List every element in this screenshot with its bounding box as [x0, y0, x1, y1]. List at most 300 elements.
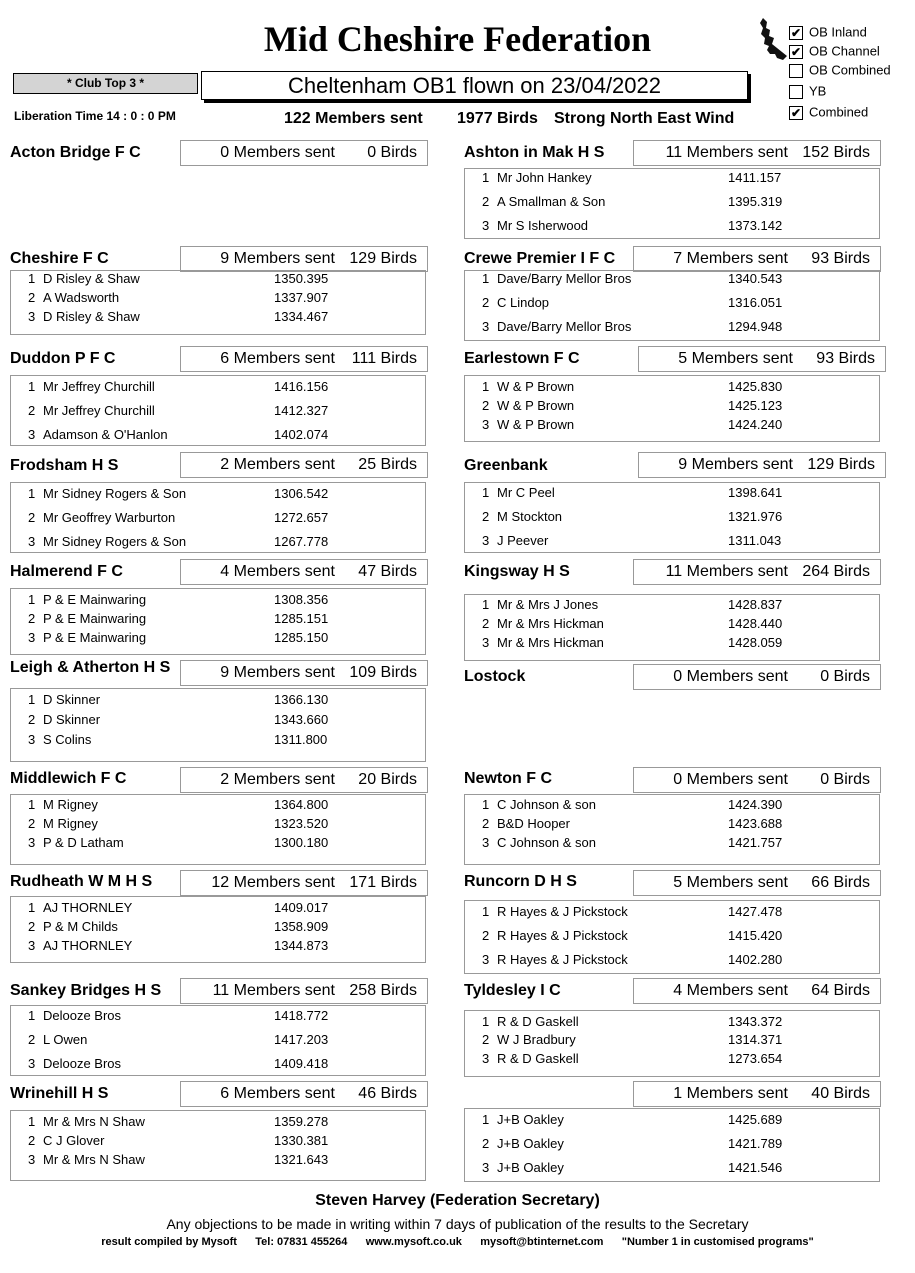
- club-stats-box: [180, 246, 428, 272]
- result-name: Dave/Barry Mellor Bros: [497, 319, 632, 334]
- club-stats-box: [180, 660, 428, 686]
- result-velocity: 1343.660: [274, 712, 329, 727]
- result-row: [464, 1014, 878, 1030]
- members-sent: 11 Members sent: [665, 144, 788, 161]
- result-name: P & E Mainwaring: [43, 630, 147, 645]
- result-position: 1: [482, 379, 490, 394]
- map-silhouette-icon: [757, 16, 793, 60]
- result-name: D Skinner: [43, 712, 101, 727]
- result-row: [464, 170, 878, 186]
- result-velocity: 1424.390: [728, 797, 783, 812]
- club-stats-box: [180, 1081, 428, 1107]
- result-velocity: 1412.327: [274, 403, 329, 418]
- result-velocity: 1409.418: [274, 1056, 329, 1071]
- club-stats-box: [180, 559, 428, 585]
- result-position: 3: [28, 309, 36, 324]
- total-birds: 1977 Birds: [457, 110, 538, 127]
- result-position: 2: [482, 616, 490, 631]
- birds-sent: 129 Birds: [807, 456, 875, 473]
- club-stats-box: [633, 1081, 881, 1107]
- result-row: [464, 1160, 878, 1176]
- result-row: [464, 1051, 878, 1067]
- checkbox-label: OB Channel: [809, 43, 880, 59]
- checkbox[interactable]: ✔: [790, 44, 802, 59]
- result-name: P & D Latham: [43, 835, 124, 850]
- result-velocity: 1421.757: [728, 835, 783, 850]
- result-position: 3: [28, 732, 36, 747]
- result-name: R Hayes & J Pickstock: [497, 928, 628, 943]
- result-row: [10, 1114, 424, 1130]
- result-row: [464, 295, 878, 311]
- result-position: 2: [28, 403, 36, 418]
- result-row: [10, 1056, 424, 1072]
- result-name: C Johnson & son: [497, 835, 597, 850]
- birds-sent: 20 Birds: [358, 771, 417, 788]
- result-position: 1: [28, 797, 36, 812]
- result-velocity: 1285.150: [274, 630, 329, 645]
- result-name: Mr S Isherwood: [497, 218, 589, 233]
- result-velocity: 1300.180: [274, 835, 329, 850]
- result-velocity: 1311.800: [274, 732, 328, 747]
- result-velocity: 1428.059: [728, 635, 783, 650]
- liberation-time: Liberation Time 14 : 0 : 0 PM: [14, 109, 176, 123]
- members-sent: 11 Members sent: [665, 563, 788, 580]
- members-sent: 0 Members sent: [673, 771, 788, 788]
- result-row: [10, 534, 424, 550]
- checkbox-label: Combined: [809, 104, 869, 120]
- club-top-label: * Club Top 3 *: [13, 73, 198, 94]
- result-row: [10, 797, 424, 813]
- result-row: [464, 616, 878, 632]
- result-name: W & P Brown: [497, 417, 575, 432]
- result-name: J+B Oakley: [497, 1112, 564, 1127]
- result-row: [10, 486, 424, 502]
- club-name: Halmerend F C: [10, 563, 123, 580]
- result-row: [10, 1152, 424, 1168]
- members-sent: 9 Members sent: [220, 664, 335, 681]
- result-position: 1: [28, 1114, 36, 1129]
- result-position: 2: [28, 510, 36, 525]
- result-position: 2: [482, 295, 490, 310]
- result-row: [10, 403, 424, 419]
- result-velocity: 1373.142: [728, 218, 783, 233]
- club-stats-box: [180, 140, 428, 166]
- result-row: [10, 290, 424, 306]
- members-sent: 2 Members sent: [220, 456, 335, 473]
- club-name: Lostock: [464, 668, 526, 685]
- result-name: J+B Oakley: [497, 1136, 564, 1151]
- result-name: M Stockton: [497, 509, 563, 524]
- result-position: 2: [482, 509, 490, 524]
- club-name: Leigh & Atherton H S: [10, 659, 171, 676]
- result-row: [10, 1133, 424, 1149]
- result-position: 3: [28, 630, 36, 645]
- result-name: Mr & Mrs J Jones: [497, 597, 599, 612]
- result-position: 2: [28, 816, 36, 831]
- result-position: 2: [482, 398, 490, 413]
- checkbox-row: [789, 24, 867, 40]
- result-name: C Lindop: [497, 295, 550, 310]
- result-row: [464, 835, 878, 851]
- result-name: Delooze Bros: [43, 1008, 122, 1023]
- result-row: [10, 919, 424, 935]
- club-stats-box: [180, 346, 428, 372]
- result-name: D Risley & Shaw: [43, 271, 140, 286]
- result-row: [464, 816, 878, 832]
- club-name: Newton F C: [464, 770, 552, 787]
- result-row: [464, 271, 878, 287]
- checkbox-row: [789, 104, 868, 120]
- result-row: [464, 635, 878, 651]
- result-velocity: 1334.467: [274, 309, 329, 324]
- members-sent: 1 Members sent: [673, 1085, 788, 1102]
- result-row: [464, 904, 878, 920]
- wind-conditions: Strong North East Wind: [554, 110, 735, 127]
- club-stats-box: [633, 870, 881, 896]
- result-position: 1: [482, 271, 490, 286]
- birds-sent: 25 Birds: [358, 456, 417, 473]
- result-velocity: 1398.641: [728, 485, 783, 500]
- club-name: Rudheath W M H S: [10, 873, 153, 890]
- club-stats-box: [638, 346, 886, 372]
- result-row: [10, 835, 424, 851]
- result-velocity: 1364.800: [274, 797, 329, 812]
- result-row: [464, 379, 878, 395]
- birds-sent: 258 Birds: [349, 982, 417, 999]
- birds-sent: 0 Birds: [820, 668, 870, 685]
- result-position: 3: [28, 938, 36, 953]
- birds-sent: 66 Birds: [811, 874, 870, 891]
- result-name: Mr Sidney Rogers & Son: [43, 486, 187, 501]
- result-name: Mr Geoffrey Warburton: [43, 510, 176, 525]
- total-members: 122 Members sent: [284, 110, 423, 127]
- club-name: Middlewich F C: [10, 770, 127, 787]
- result-name: W & P Brown: [497, 398, 575, 413]
- club-stats-box: [633, 664, 881, 690]
- result-position: 2: [28, 919, 36, 934]
- result-name: D Skinner: [43, 692, 101, 707]
- result-position: 2: [482, 1136, 490, 1151]
- result-name: A Smallman & Son: [497, 194, 606, 209]
- result-name: Mr & Mrs N Shaw: [43, 1152, 145, 1167]
- club-stats-box: [180, 978, 428, 1004]
- result-velocity: 1411.157: [728, 170, 782, 185]
- result-row: [10, 900, 424, 916]
- result-velocity: 1417.203: [274, 1032, 329, 1047]
- members-sent: 4 Members sent: [220, 563, 335, 580]
- result-name: L Owen: [43, 1032, 88, 1047]
- checkbox-row: [789, 62, 891, 78]
- result-row: [10, 692, 424, 708]
- club-name: Tyldesley I C: [464, 982, 561, 999]
- club-name: Kingsway H S: [464, 563, 570, 580]
- checkbox[interactable]: [789, 85, 803, 99]
- result-position: 2: [482, 928, 490, 943]
- result-velocity: 1343.372: [728, 1014, 783, 1029]
- result-name: R Hayes & J Pickstock: [497, 952, 628, 967]
- result-position: 1: [28, 1008, 36, 1023]
- objections-notice: Any objections to be made in writing within 7 days of publication of the results to the Secretary: [166, 1216, 749, 1232]
- result-name: Adamson & O'Hanlon: [43, 427, 168, 442]
- result-velocity: 1424.240: [728, 417, 783, 432]
- result-position: 3: [28, 534, 36, 549]
- birds-sent: 0 Birds: [820, 771, 870, 788]
- result-position: 1: [482, 170, 490, 185]
- result-position: 1: [482, 1014, 490, 1029]
- result-position: 2: [28, 611, 36, 626]
- birds-sent: 129 Birds: [349, 250, 417, 267]
- result-velocity: 1425.830: [728, 379, 783, 394]
- result-position: 3: [28, 835, 36, 850]
- result-name: Mr & Mrs Hickman: [497, 616, 604, 631]
- result-name: AJ THORNLEY: [43, 900, 133, 915]
- result-velocity: 1337.907: [274, 290, 329, 305]
- result-position: 1: [28, 379, 36, 394]
- result-velocity: 1428.837: [728, 597, 783, 612]
- members-sent: 9 Members sent: [220, 250, 335, 267]
- result-row: [464, 1112, 878, 1128]
- result-name: S Colins: [43, 732, 92, 747]
- result-velocity: 1425.689: [728, 1112, 783, 1127]
- checkbox-row: [789, 83, 826, 99]
- result-row: [10, 510, 424, 526]
- result-velocity: 1273.654: [728, 1051, 783, 1066]
- club-name: Frodsham H S: [10, 457, 119, 474]
- result-position: 3: [482, 952, 490, 967]
- members-sent: 6 Members sent: [220, 1085, 335, 1102]
- result-row: [10, 712, 424, 728]
- members-sent: 2 Members sent: [220, 771, 335, 788]
- result-name: C J Glover: [43, 1133, 105, 1148]
- members-sent: 11 Members sent: [212, 982, 335, 999]
- result-velocity: 1395.319: [728, 194, 783, 209]
- result-name: Mr Jeffrey Churchill: [43, 379, 155, 394]
- birds-sent: 264 Birds: [802, 563, 870, 580]
- club-name: Wrinehill H S: [10, 1085, 109, 1102]
- result-velocity: 1418.772: [274, 1008, 329, 1023]
- result-row: [464, 952, 878, 968]
- result-name: W J Bradbury: [497, 1032, 576, 1047]
- result-name: P & M Childs: [43, 919, 118, 934]
- members-sent: 0 Members sent: [673, 668, 788, 685]
- result-row: [10, 309, 424, 325]
- members-sent: 5 Members sent: [673, 874, 788, 891]
- birds-sent: 171 Birds: [349, 874, 417, 891]
- result-velocity: 1267.778: [274, 534, 329, 549]
- birds-sent: 0 Birds: [367, 144, 417, 161]
- result-row: [464, 218, 878, 234]
- result-row: [464, 485, 878, 501]
- result-velocity: 1366.130: [274, 692, 329, 707]
- result-name: A Wadsworth: [43, 290, 120, 305]
- result-row: [464, 194, 878, 210]
- result-position: 3: [482, 417, 490, 432]
- result-name: C Johnson & son: [497, 797, 597, 812]
- result-row: [10, 611, 424, 627]
- result-name: B&D Hooper: [497, 816, 570, 831]
- result-row: [10, 630, 424, 646]
- result-velocity: 1358.909: [274, 919, 329, 934]
- result-row: [10, 592, 424, 608]
- result-name: Mr & Mrs Hickman: [497, 635, 604, 650]
- club-stats-box: [180, 870, 428, 896]
- result-row: [464, 417, 878, 433]
- club-stats-box: [633, 978, 881, 1004]
- result-position: 3: [482, 835, 490, 850]
- result-row: [10, 732, 424, 748]
- result-row: [464, 1032, 878, 1048]
- birds-sent: 93 Birds: [811, 250, 870, 267]
- checkbox-row: [789, 43, 880, 59]
- result-name: Mr John Hankey: [497, 170, 592, 185]
- result-velocity: 1308.356: [274, 592, 329, 607]
- result-position: 1: [28, 692, 36, 707]
- members-sent: 9 Members sent: [678, 456, 793, 473]
- birds-sent: 47 Birds: [358, 563, 417, 580]
- page-title: Mid Cheshire Federation: [263, 19, 652, 59]
- result-name: M Rigney: [43, 797, 98, 812]
- result-position: 1: [28, 486, 36, 501]
- members-sent: 5 Members sent: [678, 350, 793, 367]
- result-row: [464, 509, 878, 525]
- footer-credits: result compiled by Mysoft Tel: 07831 455264 www.mysoft.co.uk mysoft@btinternet.com "Number 1 in customised programs": [101, 1236, 814, 1248]
- result-row: [10, 816, 424, 832]
- result-velocity: 1427.478: [728, 904, 783, 919]
- club-name: Earlestown F C: [464, 350, 580, 367]
- result-row: [10, 1008, 424, 1024]
- secretary-name: Steven Harvey (Federation Secretary): [315, 1192, 600, 1209]
- result-row: [464, 319, 878, 335]
- result-position: 3: [482, 1051, 490, 1066]
- birds-sent: 40 Birds: [811, 1085, 870, 1102]
- result-velocity: 1421.546: [728, 1160, 783, 1175]
- birds-sent: 93 Birds: [816, 350, 875, 367]
- result-velocity: 1344.873: [274, 938, 329, 953]
- result-position: 2: [28, 1133, 36, 1148]
- result-velocity: 1321.643: [274, 1152, 329, 1167]
- result-name: Mr & Mrs N Shaw: [43, 1114, 145, 1129]
- result-position: 3: [482, 533, 490, 548]
- checkbox[interactable]: [789, 64, 803, 78]
- result-name: R & D Gaskell: [497, 1014, 579, 1029]
- club-stats-box: [180, 767, 428, 793]
- result-velocity: 1323.520: [274, 816, 329, 831]
- result-position: 1: [28, 271, 36, 286]
- club-name: Runcorn D H S: [464, 873, 577, 890]
- result-row: [464, 1136, 878, 1152]
- result-position: 1: [482, 904, 490, 919]
- result-position: 1: [482, 597, 490, 612]
- result-velocity: 1409.017: [274, 900, 329, 915]
- result-row: [464, 597, 878, 613]
- result-position: 2: [28, 290, 36, 305]
- club-stats-box: [633, 246, 881, 272]
- result-velocity: 1314.371: [728, 1032, 783, 1047]
- result-row: [10, 427, 424, 443]
- club-name: Crewe Premier I F C: [464, 250, 616, 267]
- result-row: [10, 938, 424, 954]
- club-name: Greenbank: [464, 457, 548, 474]
- club-name: Ashton in Mak H S: [464, 144, 605, 161]
- result-position: 1: [28, 900, 36, 915]
- club-name: Acton Bridge F C: [10, 144, 141, 161]
- result-name: R & D Gaskell: [497, 1051, 579, 1066]
- result-position: 3: [28, 1056, 36, 1071]
- result-name: J+B Oakley: [497, 1160, 564, 1175]
- result-name: W & P Brown: [497, 379, 575, 394]
- result-position: 1: [482, 1112, 490, 1127]
- members-sent: 0 Members sent: [220, 144, 335, 161]
- result-velocity: 1285.151: [274, 611, 329, 626]
- checkbox[interactable]: ✔: [790, 105, 802, 120]
- birds-sent: 152 Birds: [802, 144, 870, 161]
- result-position: 2: [28, 712, 36, 727]
- members-sent: 12 Members sent: [211, 874, 335, 891]
- club-stats-box: [633, 140, 881, 166]
- result-name: P & E Mainwaring: [43, 611, 147, 626]
- result-name: Mr C Peel: [497, 485, 555, 500]
- result-name: AJ THORNLEY: [43, 938, 133, 953]
- result-position: 2: [482, 194, 490, 209]
- result-velocity: 1316.051: [728, 295, 783, 310]
- members-sent: 7 Members sent: [673, 250, 788, 267]
- result-name: Mr Sidney Rogers & Son: [43, 534, 187, 549]
- result-position: 3: [482, 218, 490, 233]
- result-velocity: 1425.123: [728, 398, 783, 413]
- checkbox-label: OB Combined: [809, 62, 891, 78]
- race-title: Cheltenham OB1 flown on 23/04/2022: [201, 71, 748, 100]
- result-velocity: 1421.789: [728, 1136, 783, 1151]
- result-velocity: 1423.688: [728, 816, 783, 831]
- result-name: J Peever: [497, 533, 549, 548]
- birds-sent: 64 Birds: [811, 982, 870, 999]
- result-row: [10, 379, 424, 395]
- result-velocity: 1330.381: [274, 1133, 329, 1148]
- result-row: [464, 398, 878, 414]
- club-stats-box: [180, 452, 428, 478]
- result-name: Dave/Barry Mellor Bros: [497, 271, 632, 286]
- result-name: Mr Jeffrey Churchill: [43, 403, 155, 418]
- club-name: Cheshire F C: [10, 250, 109, 267]
- result-name: P & E Mainwaring: [43, 592, 147, 607]
- result-velocity: 1311.043: [728, 533, 782, 548]
- result-position: 2: [482, 816, 490, 831]
- result-name: M Rigney: [43, 816, 98, 831]
- result-position: 3: [482, 319, 490, 334]
- result-position: 2: [482, 1032, 490, 1047]
- result-row: [464, 928, 878, 944]
- result-velocity: 1294.948: [728, 319, 783, 334]
- result-position: 3: [28, 1152, 36, 1167]
- result-row: [10, 1032, 424, 1048]
- result-velocity: 1272.657: [274, 510, 329, 525]
- birds-sent: 46 Birds: [358, 1085, 417, 1102]
- result-velocity: 1415.420: [728, 928, 783, 943]
- club-stats-box: [633, 767, 881, 793]
- result-name: D Risley & Shaw: [43, 309, 140, 324]
- checkbox[interactable]: ✔: [790, 25, 802, 40]
- birds-sent: 111 Birds: [351, 350, 417, 367]
- result-row: [10, 271, 424, 287]
- result-velocity: 1428.440: [728, 616, 783, 631]
- result-velocity: 1359.278: [274, 1114, 329, 1129]
- result-velocity: 1402.280: [728, 952, 783, 967]
- result-row: [464, 797, 878, 813]
- club-name: Duddon P F C: [10, 350, 116, 367]
- members-sent: 4 Members sent: [673, 982, 788, 999]
- members-sent: 6 Members sent: [220, 350, 335, 367]
- club-stats-box: [638, 452, 886, 478]
